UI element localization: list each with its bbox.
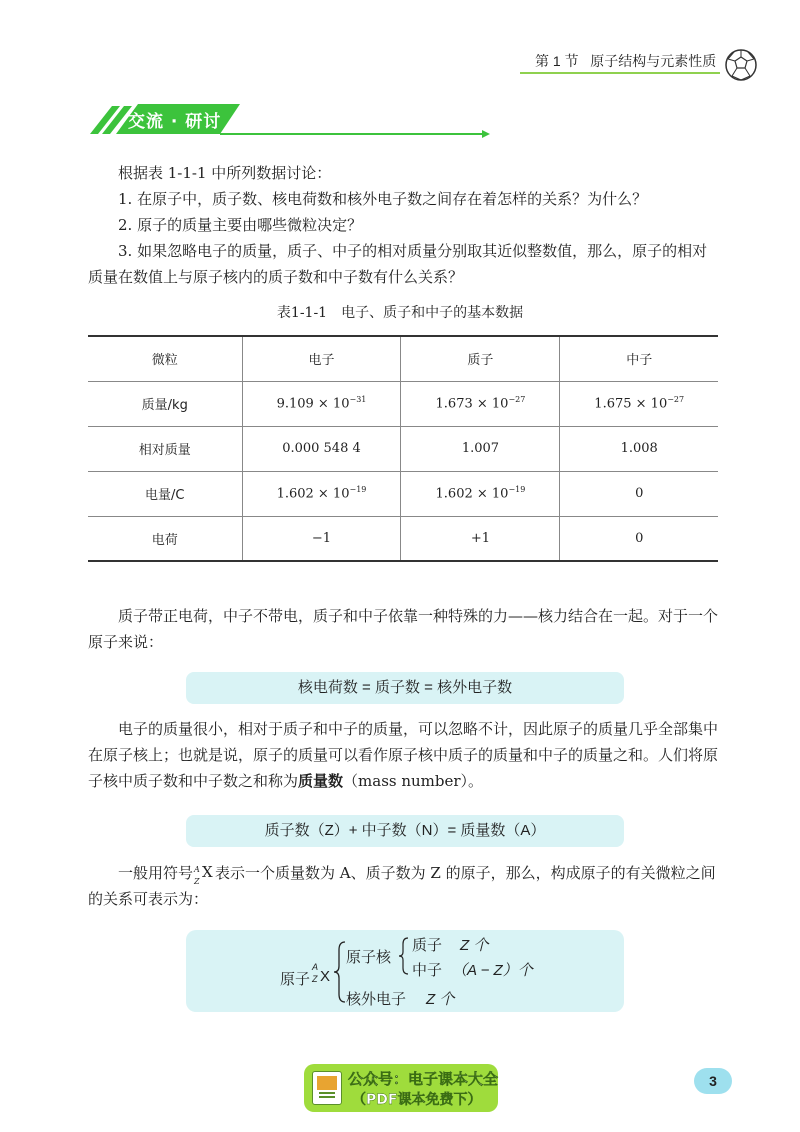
inner-brace-icon — [398, 936, 410, 976]
fullerene-ball-icon — [724, 48, 758, 82]
atom-structure-box — [186, 930, 624, 1012]
table-cell: $1.602 \times 10^{-19}$ — [401, 471, 560, 516]
table-cell: $1.675 \times 10^{-27}$ — [560, 381, 718, 426]
banner-title: 交流 · 研讨 — [128, 112, 222, 132]
table-cell: $1.673 \times 10^{-27}$ — [401, 381, 560, 426]
formula-mass-number: 质子数（Z）+ 中子数（N）= 质量数（A） — [186, 815, 624, 847]
table-cell: 1.007 — [401, 426, 560, 471]
header-text — [535, 51, 716, 71]
table-header-cell: 质子 — [401, 336, 560, 381]
book-logo-icon — [312, 1071, 342, 1105]
watermark-line-1: 公众号：电子课本大全 — [348, 1070, 499, 1088]
neutron-label: 中子 — [412, 962, 443, 979]
atom-label: 原子 — [280, 971, 311, 988]
table-cell: 0 — [560, 516, 718, 561]
watermark-badge — [304, 1064, 498, 1112]
header-rule — [520, 72, 720, 74]
electron-count: Z 个 — [426, 991, 455, 1008]
question-3: 3. 如果忽略电子的质量，质子、中子的相对质量分别取其近似整数值，那么，原子的相对质量在数值上与原子核内的质子数和中子数有什么关系？ — [88, 242, 708, 286]
nucleus-label: 原子核 — [346, 949, 392, 966]
atom-nuclide-symbol: A Z X — [312, 962, 331, 985]
table-cell: 1.008 — [560, 426, 718, 471]
formula-charge-equality: 核电荷数 = 质子数 = 核外电子数 — [186, 672, 624, 704]
question-1: 1. 在原子中，质子数、核电荷数和核外电子数之间存在着怎样的关系？为什么？ — [118, 190, 648, 208]
table-header-cell: 中子 — [560, 336, 718, 381]
table-cell: +1 — [401, 516, 560, 561]
table-row — [88, 471, 718, 516]
electron-label: 核外电子 — [346, 991, 407, 1008]
table-row — [88, 516, 718, 561]
table-cell: 0.000 548 4 — [242, 426, 401, 471]
table-cell: 0 — [560, 471, 718, 516]
proton-label: 质子 — [412, 937, 443, 954]
paragraph-nuclear-force: 质子带正电荷，中子不带电，质子和中子依靠一种特殊的力——核力结合在一起。对于一个原子来说： — [88, 607, 719, 651]
neutron-count: （A − Z）个 — [452, 962, 533, 979]
table-cell: $1.602 \times 10^{-19}$ — [242, 471, 401, 516]
row-label: 电量/C — [88, 471, 242, 516]
table-caption: 表1-1-1 电子、质子和中子的基本数据 — [276, 305, 524, 321]
table-row — [88, 381, 718, 426]
proton-count: Z 个 — [460, 937, 489, 954]
paragraph-nuclide-symbol: 一般用符号 A Z X 表示一个质量数为 A、质子数为 Z 的原子，那么，构成原子的有关微粒之间的关系可表示为： — [88, 863, 716, 908]
nuclide-symbol: A Z X — [194, 863, 213, 886]
paragraph-mass-number: 电子的质量很小，相对于质子和中子的质量，可以忽略不计，因此原子的质量几乎全部集中在原子核上；也就是说，原子的质量可以看作原子核中质子的质量和中子的质量之和。人们将原子核中质子数和中子数之和称为质量数（mass number）。 — [88, 720, 719, 790]
question-2: 2. 原子的质量主要由哪些微粒决定？ — [118, 216, 363, 234]
table-header-cell: 微粒 — [88, 336, 242, 381]
row-label: 电荷 — [88, 516, 242, 561]
outer-brace-icon — [333, 940, 347, 1004]
term-mass-number: 质量数 — [298, 772, 344, 790]
table-cell: $9.109 \times 10^{-31}$ — [242, 381, 401, 426]
table-header-cell: 电子 — [242, 336, 401, 381]
table-cell: −1 — [242, 516, 401, 561]
row-label: 相对质量 — [88, 426, 242, 471]
row-label: 质量/kg — [88, 381, 242, 426]
watermark-line-2: （PDF课本免费下） — [352, 1092, 482, 1108]
table-header-row — [88, 336, 718, 381]
table-row — [88, 426, 718, 471]
header-title: 原子结构与元素性质 — [590, 53, 717, 69]
page-header — [520, 48, 770, 82]
header-section: 第 1 节 — [535, 53, 579, 69]
section-banner — [90, 104, 490, 138]
page-number: 3 — [694, 1068, 732, 1094]
particle-data-table — [88, 335, 718, 562]
discussion-intro: 根据表 1-1-1 中所列数据讨论： — [118, 164, 332, 182]
